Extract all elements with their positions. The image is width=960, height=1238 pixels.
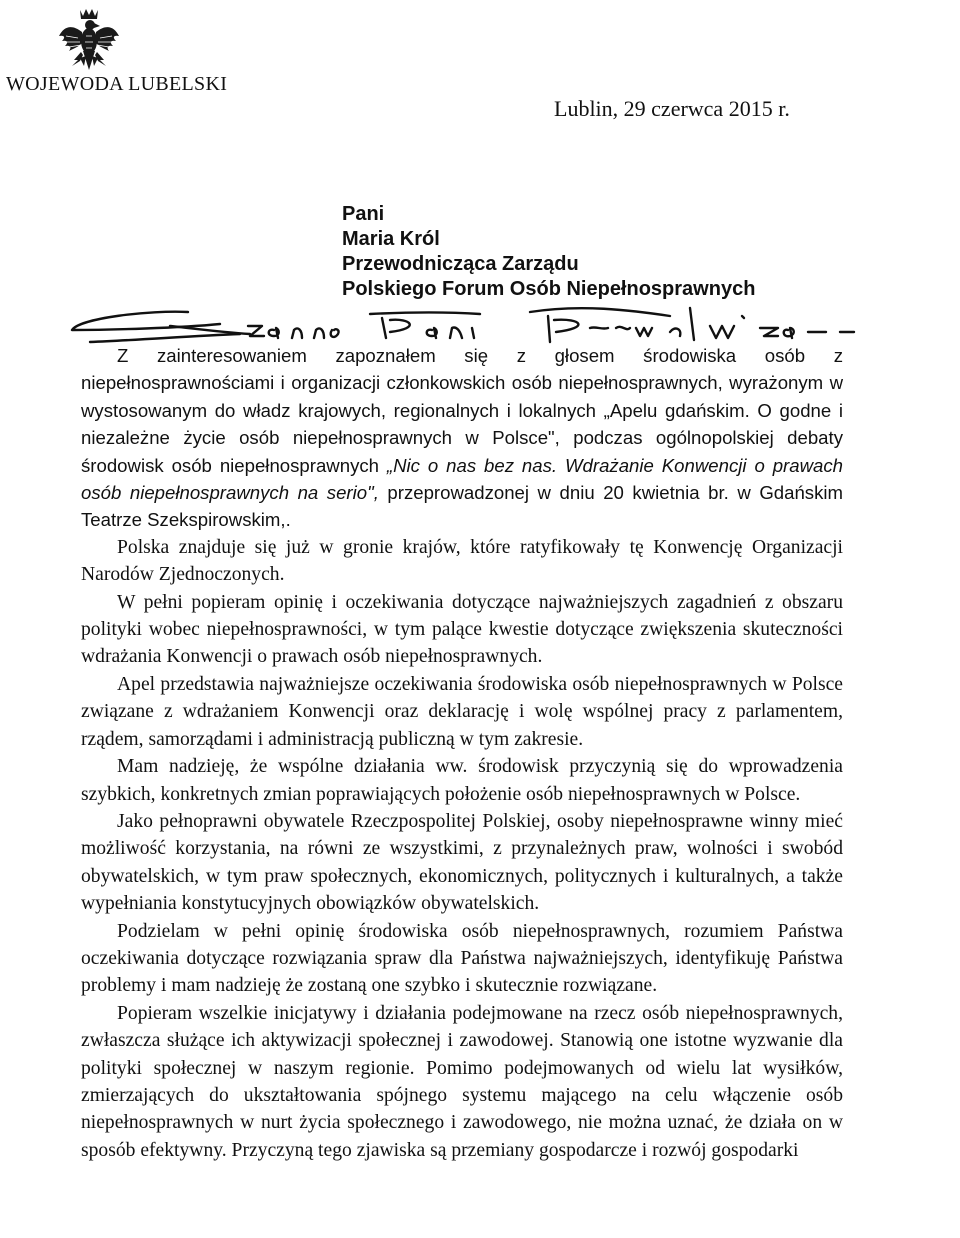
paragraph: Jako pełnoprawni obywatele Rzeczpospolitej Polskiej, osoby niepełnosprawne winny mieć możliwość korzystania, na równi ze wszystkimi, z przynależnych praw, wolności i swobód obywatelskich, w tym praw społecznych, ekonomicznych, politycznych i kulturalnych, a także wypełniania konstytucyjnych obowiązków obywatelskich. bbox=[81, 810, 843, 915]
paragraph-text: przeprowadzonej w dniu 20 kwietnia br. w Gdańskim Teatrze Szekspirowskim,. bbox=[81, 482, 844, 531]
letter-date: Lublin, 29 czerwca 2015 r. bbox=[554, 96, 790, 121]
polish-eagle-emblem-icon bbox=[56, 6, 122, 76]
paragraph bbox=[81, 342, 843, 534]
recipient-title: Przewodnicząca Zarządu bbox=[342, 253, 579, 275]
recipient-block bbox=[342, 202, 755, 302]
recipient-organization: Polskiego Forum Osób Niepełnosprawnych bbox=[342, 278, 756, 300]
paragraph-text: Z zainteresowaniem zapoznałem się z głosem środowiska osób z niepełnosprawnościami i organizacji członkowskich osób niepełnosprawnych, wyrażonym w wystosowanym do władz krajowych, regionalnych i lokalnych „Apelu gdańskim. O godne i niezależne życie osób niepełnosprawnych w Polsce", podczas ogólnopolskiej debaty środowisk osób niepełnosprawnych bbox=[81, 345, 843, 476]
issuing-office: WOJEWODA LUBELSKI bbox=[6, 73, 228, 95]
paragraph: Podzielam w pełni opinię środowiska osób niepełnosprawnych, rozumiem Państwa oczekiwania dotyczące rozwiązania spraw dla Państwa najważniejszych, identyfikuję Państwa problemy i mam nadzieję że zostaną one szybko i skutecznie rozwiązane. bbox=[81, 920, 843, 997]
letter-body bbox=[81, 342, 843, 1164]
paragraph: Popieram wszelkie inicjatywy i działania podejmowane na rzecz osób niepełnosprawnych, zwłaszcza służące ich aktywizacji społecznej i zawodowej. Stanowią one istotne wyzwanie dla polityki społecznej w naszym regionie. Pomimo podejmowanych od wielu lat wysiłków, zmierzających do ukształtowania spójnego systemu mającego na celu włączenie osób niepełnosprawnych w nurt życia społecznego i zawodowego, nie można uznać, że działa on w sposób efektywny. Przyczyną tego zjawiska są przemiany gospodarcze i rozwój gospodarki bbox=[81, 1002, 843, 1161]
recipient-line: Pani bbox=[342, 203, 385, 225]
paragraph: Polska znajduje się już w gronie krajów, które ratyfikowały tę Konwencję Organizacji Narodów Zjednoczonych. bbox=[81, 536, 843, 586]
paragraph: W pełni popieram opinię i oczekiwania dotyczące najważniejszych zagadnień z obszaru polityki wobec niepełnosprawności, w tym palące kwestie dotyczące zwiększenia skuteczności wdrażania Konwencji o prawach osób niepełnosprawnych. bbox=[81, 591, 843, 668]
event-title: „Nic o nas bez nas. Wdrażanie Konwencji o prawach osób niepełnosprawnych na serio", bbox=[81, 454, 843, 504]
recipient-name: Maria Król bbox=[342, 228, 440, 250]
paragraph: Mam nadzieję, że wspólne działania ww. środowisk przyczynią się do wprowadzenia szybkich, konkretnych zmian poprawiających położenie osób niepełnosprawnych w Polsce. bbox=[81, 756, 843, 805]
paragraph: Apel przedstawia najważniejsze oczekiwania środowiska osób niepełnosprawnych w Polsce związane z wdrażaniem Konwencji oraz deklarację i wolę wspólnej pracy z parlamentem, rządem, samorządami i administracją publiczną w tym zakresie. bbox=[81, 673, 843, 750]
